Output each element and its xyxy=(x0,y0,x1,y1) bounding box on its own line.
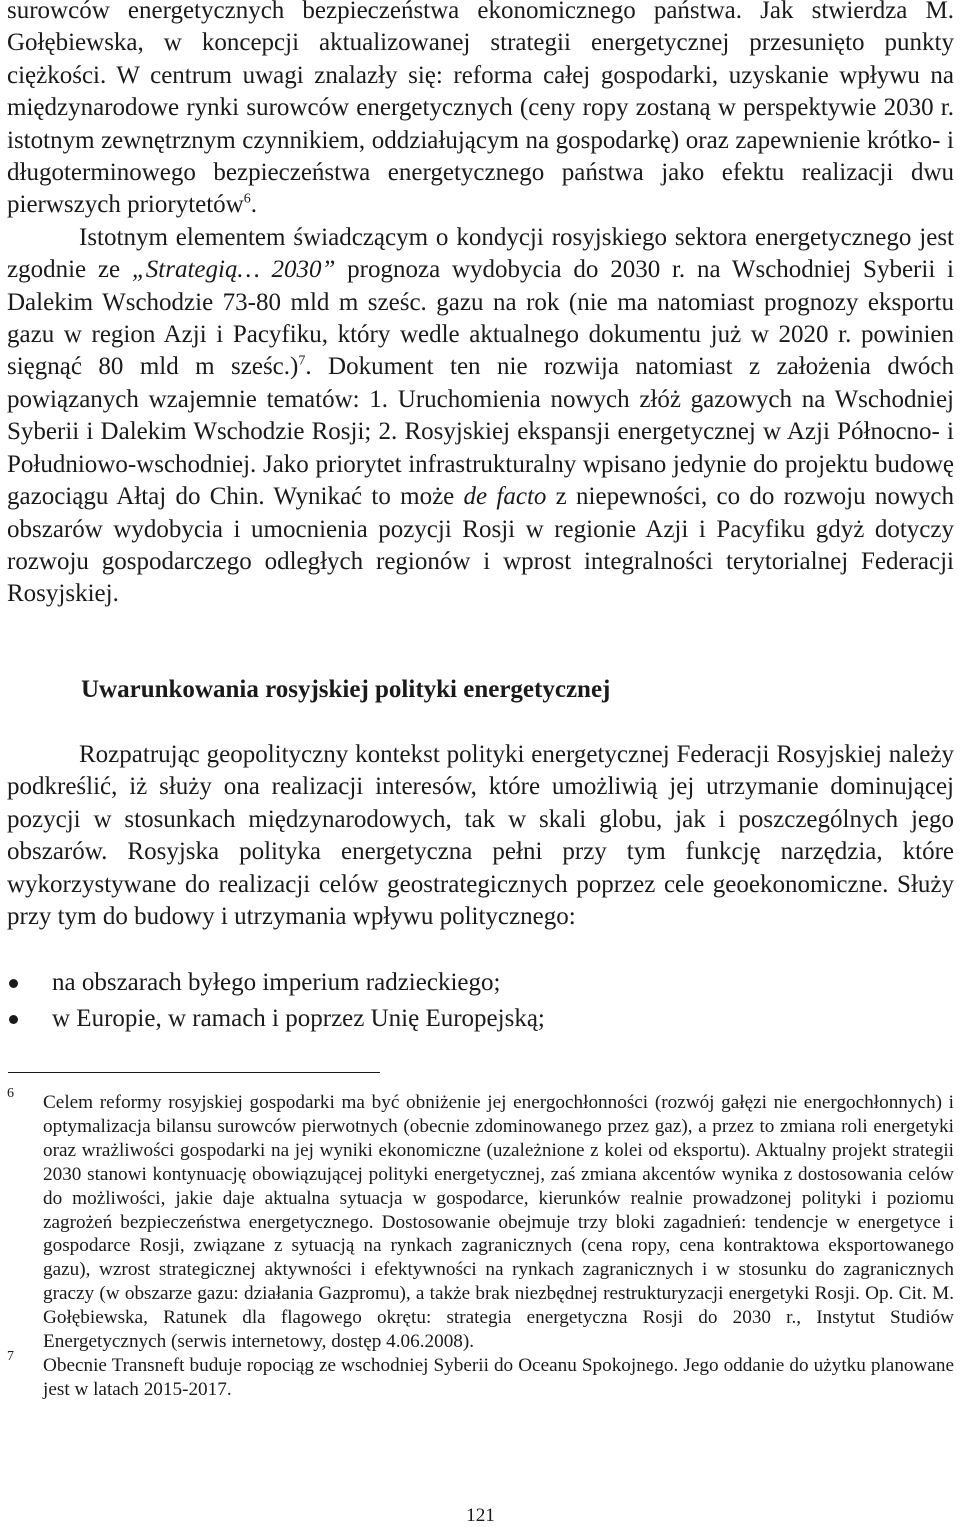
footnote-ref-7[interactable]: 7 xyxy=(298,354,306,370)
footnote-number: 6 xyxy=(7,1086,14,1101)
paragraph-geopolitical-context: Rozpatrując geopolityczny kontekst polityki energetycznej Federacji Rosyjskiej należy podkreślić, iż służy ona realizacji interesów, które umożliwią jej utrzymanie dominującej pozycji w stosunkach międzynarodowych, tak w skali globu, jak i poszczególnych jego obszarów. Rosyjska polityka energetyczna pełni przy tym funkcję narzędzia, które wykorzystywane do realizacji celów geostrategicznych poprzez cele geoekonomiczne. Służy przy tym do budowy i utrzymania wpływu politycznego: xyxy=(7,741,954,931)
paragraph-gas-forecast xyxy=(7,222,954,611)
list-item-text: na obszarach byłego imperium radzieckiego; xyxy=(52,969,501,996)
body-paragraphs-top xyxy=(7,0,954,611)
section-heading: Uwarunkowania rosyjskiej polityki energetycznej xyxy=(81,676,611,703)
paragraph-text: prognoza wydobycia do 2030 r. na Wschodniej Syberii i Dalekim Wschodzie 73-80 mld m sześc. gazu na rok (nie ma natomiast prognozy eksportu gazu w region Azji i Pacyfiku, który wedle aktualnego dokumentu już w 2020 r. powinien sięgnąć 80 mld m sześc.) xyxy=(7,256,954,381)
footnote-text: Celem reformy rosyjskiej gospodarki ma być obniżenie jej energochłonności (rozwój gałęzi nie energochłonnych) i optymalizacja bilansu surowców pierwotnych (obecnie zdominowanego przez gaz), a przez to zmiana roli energetyki oraz wrażliwości gospodarki na jej wyniki ekonomiczne (uzależnione z kolei od eksportu). Aktualny projekt strategii 2030 stanowi kontynuację obowiązującej polityki energetycznej, zaś zmiana akcentów wynika z dostosowania celów do możliwości, jakie daje aktualna sytuacja w gospodarce, kierunków realnie prowadzonej polityki i poziomu zagrożeń bezpieczeństwa energetycznego. Dostosowanie obejmuje trzy bloki zagadnień: tendencje w energetyce i gospodarce Rosji, związane z sytuacją na rynkach zagranicznych (cena ropy, cena kontraktowa eksportowanego gazu), wzrost strategicznej aktywności i efektywności na rynkach zagranicznych i w stosunku do zagranicznych graczy (w obszarze gazu: działania Gazpromu), a także brak niezbędnej restrukturyzacji energetyki Rosji. Op. Cit. M. Gołębiewska, Ratunek dla flagowego okrętu: strategia energetyczna Rosji do 2030 r., Instytut Studiów Energetycznych (serwis internetowy, dostęp 4.06.2008). xyxy=(43,1092,954,1353)
list-item xyxy=(7,965,954,1001)
footnote-ref-6[interactable]: 6 xyxy=(243,192,251,208)
paragraph-strategy-priorities xyxy=(7,0,954,222)
paragraph-text: Istotnym elementem świadczącym o kondycji rosyjskiego sektora energetycznego jest zgodnie ze xyxy=(7,223,954,284)
footnote-separator xyxy=(8,1072,380,1073)
paragraph-text: surowców energetycznych bezpieczeństwa ekonomicznego państwa. Jak stwierdza M. Gołębiewska, w koncepcji aktualizowanej strategii energetycznej przesunięto punkty ciężkości. W centrum uwagi znalazły się: reforma całej gospodarki, uzyskanie wpływu na międzynarodowe rynki surowców energetycznych (ceny ropy zostaną w perspektywie 2030 r. istotnym zewnętrznym czynnikiem, oddziałującym na gospodarkę) oraz zapewnienie krótko- i długoterminowego bezpieczeństwa energetycznego państwa jako efektu realizacji dwu pierwszych priorytetów xyxy=(7,0,954,219)
list-item-text: w Europie, w ramach i poprzez Unię Europejską; xyxy=(52,1005,545,1032)
paragraph-text: . xyxy=(250,191,257,219)
italic-title: „Strategią… 2030” xyxy=(131,256,336,284)
bullet-icon xyxy=(9,979,18,988)
footnote-7 xyxy=(7,1348,954,1402)
footnote-number: 7 xyxy=(7,1348,14,1364)
footnote-text: Obecnie Transneft buduje ropociąg ze wschodniej Syberii do Oceanu Spokojnego. Jego oddanie do użytku planowane jest w latach 2015-2017. xyxy=(43,1354,954,1400)
paragraph-text: . Dokument ten nie rozwija natomiast z założenia dwóch powiązanych wzajemnie tematów: 1. Uruchomienia nowych złóż gazowych na Wschodniej Syberii i Dalekim Wschodzie Rosji; 2. Rosyjskiej ekspansji energetycznej w Azji Północno- i Południowo-wschodniej. Jako priorytet infrastrukturalny wpisano jedynie do projektu budowę gazociągu Ałtaj do Chin. Wynikać to może xyxy=(7,353,954,511)
paragraph-text: z niepewności, co do rozwoju nowych obszarów wydobycia i umocnienia pozycji Rosji w regionie Azji i Pacyfiku gdyż dotyczy rozwoju gospodarczego odległych regionów i wprost integralności terytorialnej Federacji Rosyjskiej. xyxy=(7,483,954,608)
bullet-icon xyxy=(9,1015,18,1024)
footnotes xyxy=(7,1086,954,1402)
page-number: 121 xyxy=(466,1505,495,1526)
footnote-6 xyxy=(7,1086,954,1354)
bullet-list xyxy=(7,965,954,1037)
italic-phrase: de facto xyxy=(463,483,547,511)
list-item xyxy=(7,1001,954,1037)
